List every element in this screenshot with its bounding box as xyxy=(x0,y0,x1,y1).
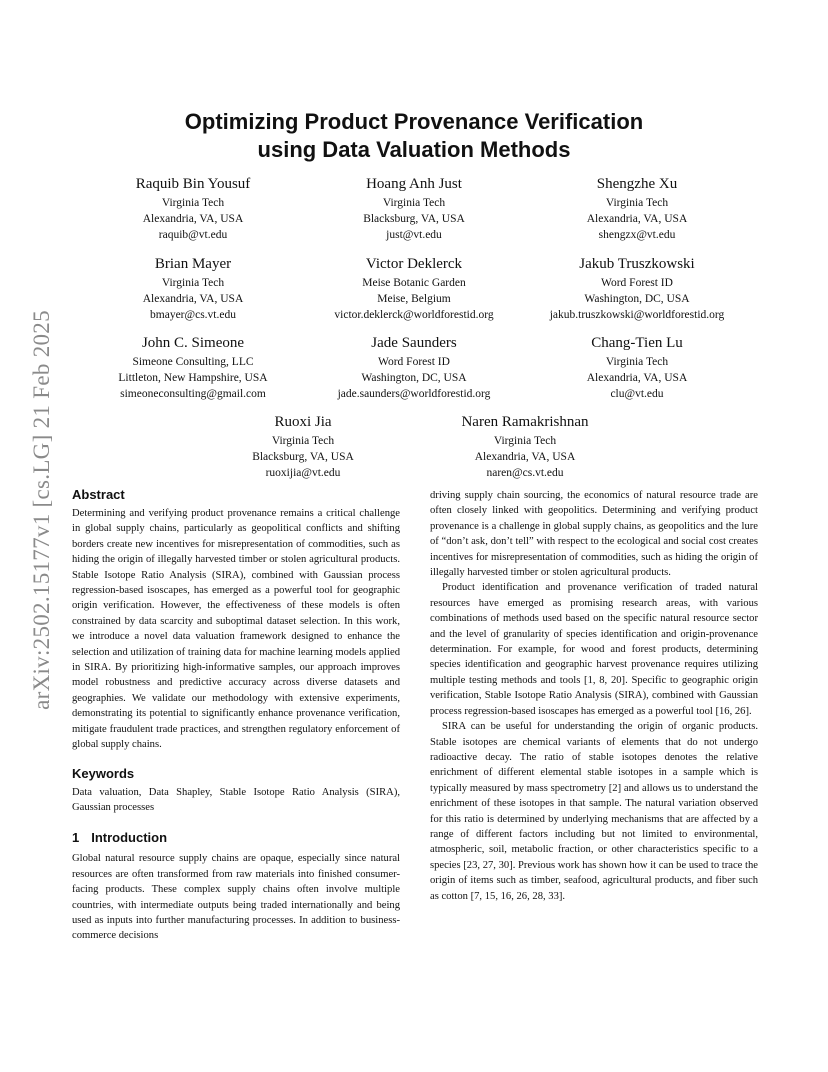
author-location: Blacksburg, VA, USA xyxy=(363,213,465,225)
author-email: just@vt.edu xyxy=(386,229,442,241)
author-name: Brian Mayer xyxy=(154,256,232,272)
author-email: naren@cs.vt.edu xyxy=(486,467,564,479)
author-location: Alexandria, VA, USA xyxy=(586,372,688,384)
section-number: 1 xyxy=(72,830,80,846)
author-name: Jakub Truszkowski xyxy=(579,256,695,272)
author-affiliation: Virginia Tech xyxy=(161,277,225,289)
author-affiliation: Virginia Tech xyxy=(605,197,669,209)
author-location: Meise, Belgium xyxy=(377,293,451,305)
author-block xyxy=(73,254,313,323)
author-name: Ruoxi Jia xyxy=(274,414,332,430)
author-block xyxy=(294,174,534,243)
author-block xyxy=(294,333,534,402)
author-location: Washington, DC, USA xyxy=(584,293,690,305)
author-block xyxy=(73,333,313,402)
arxiv-identifier: arXiv:2502.15177v1 [cs.LG] 21 Feb 2025 xyxy=(29,310,54,710)
author-name: Raquib Bin Yousuf xyxy=(135,176,251,192)
author-block xyxy=(405,412,645,481)
author-block xyxy=(517,174,757,243)
author-affiliation: Virginia Tech xyxy=(161,197,225,209)
author-affiliation: Meise Botanic Garden xyxy=(362,277,466,289)
right-column xyxy=(430,488,758,904)
author-affiliation: Word Forest ID xyxy=(378,356,450,368)
author-email: jade.saunders@worldforestid.org xyxy=(337,388,491,400)
author-affiliation: Virginia Tech xyxy=(493,435,557,447)
left-column xyxy=(72,486,400,944)
arxiv-stamp xyxy=(22,290,62,730)
title-line-2: using Data Valuation Methods xyxy=(257,137,571,162)
introduction-heading xyxy=(72,829,400,847)
author-location: Littleton, New Hampshire, USA xyxy=(118,372,268,384)
author-name: Hoang Anh Just xyxy=(366,176,462,192)
author-email: bmayer@cs.vt.edu xyxy=(150,309,236,321)
author-name: John C. Simeone xyxy=(141,335,245,351)
author-name: Jade Saunders xyxy=(371,335,457,351)
paper-title xyxy=(0,108,828,164)
author-block xyxy=(294,254,534,323)
author-email: victor.deklerck@worldforestid.org xyxy=(334,309,494,321)
author-name: Shengzhe Xu xyxy=(596,176,678,192)
keywords-text: Data valuation, Data Shapley, Stable Isotope Ratio Analysis (SIRA), Gaussian processes xyxy=(72,786,400,813)
author-location: Blacksburg, VA, USA xyxy=(252,451,354,463)
author-name: Naren Ramakrishnan xyxy=(461,414,589,430)
abstract-text: Determining and verifying product provenance remains a critical challenge in global supply chains, particularly as geopolitical conflicts and shifting borders create new incentives for misrepresentation of commodities, such as hiding the origin of illegally harvested timber or stolen agricultural products. Stable Isotope Ratio Analysis (SIRA), combined with Gaussian process regression-based isoscapes, has emerged as a powerful tool for geographic origin verification. However, the effectiveness of these models is often constrained by data scarcity and suboptimal dataset selection. In this work, we introduce a novel data valuation framework designed to enhance the selection and utilization of training data for machine learning models applied in SIRA. By prioritizing high-informative samples, our approach improves model robustness and predictive accuracy across diverse datasets and geographies. We validate our methodology with extensive experiments, demonstrating its potential to significantly enhance provenance verification, mitigate fraudulent trade practices, and strengthen regulatory enforcement of global supply chains. xyxy=(72,508,400,751)
author-affiliation: Virginia Tech xyxy=(605,356,669,368)
author-email: simeoneconsulting@gmail.com xyxy=(120,388,266,400)
intro-paragraph-2: Product identification and provenance verification of traded natural resources have emerged as promising research areas, with various combinations of methods used based on the specific natural resource sector and the level of granularity of species identification and origin-provenance determination. For example, for wood and forest products, determining species identification and geographic harvest provenance requires utilizing multiple testing methods and tools [1, 8, 20]. Specific to geographic origin verification, Stable Isotope Ratio Analysis (SIRA), combined with Gaussian process regression-based isoscapes has emerged as a powerful tool [16, 26]. xyxy=(430,582,758,717)
author-affiliation: Virginia Tech xyxy=(271,435,335,447)
author-location: Alexandria, VA, USA xyxy=(474,451,576,463)
author-affiliation: Word Forest ID xyxy=(601,277,673,289)
author-block xyxy=(517,333,757,402)
author-name: Chang-Tien Lu xyxy=(591,335,683,351)
author-email: jakub.truszkowski@worldforestid.org xyxy=(549,309,725,321)
author-location: Washington, DC, USA xyxy=(361,372,467,384)
author-email: raquib@vt.edu xyxy=(158,229,228,241)
intro-paragraph-1-continued: driving supply chain sourcing, the economics of natural resource trade are often closely linked with geopolitics. Determining and verifying product provenance is a challenge in global supply chains, as geopolitics and the lure of “don’t ask, don’t tell” with respect to the ecological and social cost creates incentives for misrepresentation of commodities, such as hiding the origin of illegally harvested timber or stolen agricultural products. xyxy=(430,490,758,579)
author-block xyxy=(73,174,313,243)
author-name: Victor Deklerck xyxy=(365,256,463,272)
title-line-1: Optimizing Product Provenance Verification xyxy=(184,109,644,134)
section-title: Introduction xyxy=(91,830,168,846)
author-email: shengzx@vt.edu xyxy=(598,229,676,241)
author-email: clu@vt.edu xyxy=(610,388,664,400)
abstract-heading: Abstract xyxy=(72,487,125,502)
intro-paragraph-1: Global natural resource supply chains are opaque, especially since natural resources are often transformed from raw materials into finished consumer-facing products. These complex supply chains often involve multiple countries, with intermediate outputs being traded internationally and being used as inputs into further manufacturing processes. In addition to business-commerce decisions xyxy=(72,853,400,942)
keywords-heading: Keywords xyxy=(72,765,135,781)
intro-paragraph-3: SIRA can be useful for understanding the origin of organic products. Stable isotopes are chemical variants of elements that do not undergo radioactive decay. The ratio of stable isotopes denotes the relative enrichment of different elemental stable isotopes in a sample which is typically measured by mass spectrometry [2] and allows us to understand the enrichment of these isotopes in that sample. The natural variation observed for this ratio is determined by underlying mechanisms that are affected by a range of different factors including but not limited to environmental, atmospheric, soil, metabolic fraction, or other characteristics specific to a species [23, 27, 30]. Previous work has shown how it can be used to trace the origin of items such as timber, seafood, agricultural products, and fiber such as cotton [7, 15, 16, 26, 28, 33]. xyxy=(430,721,758,902)
author-block xyxy=(517,254,757,323)
author-location: Alexandria, VA, USA xyxy=(586,213,688,225)
author-block xyxy=(183,412,423,481)
author-location: Alexandria, VA, USA xyxy=(142,213,244,225)
author-affiliation: Virginia Tech xyxy=(382,197,446,209)
author-email: ruoxijia@vt.edu xyxy=(265,467,341,479)
author-affiliation: Simeone Consulting, LLC xyxy=(132,356,254,368)
author-location: Alexandria, VA, USA xyxy=(142,293,244,305)
